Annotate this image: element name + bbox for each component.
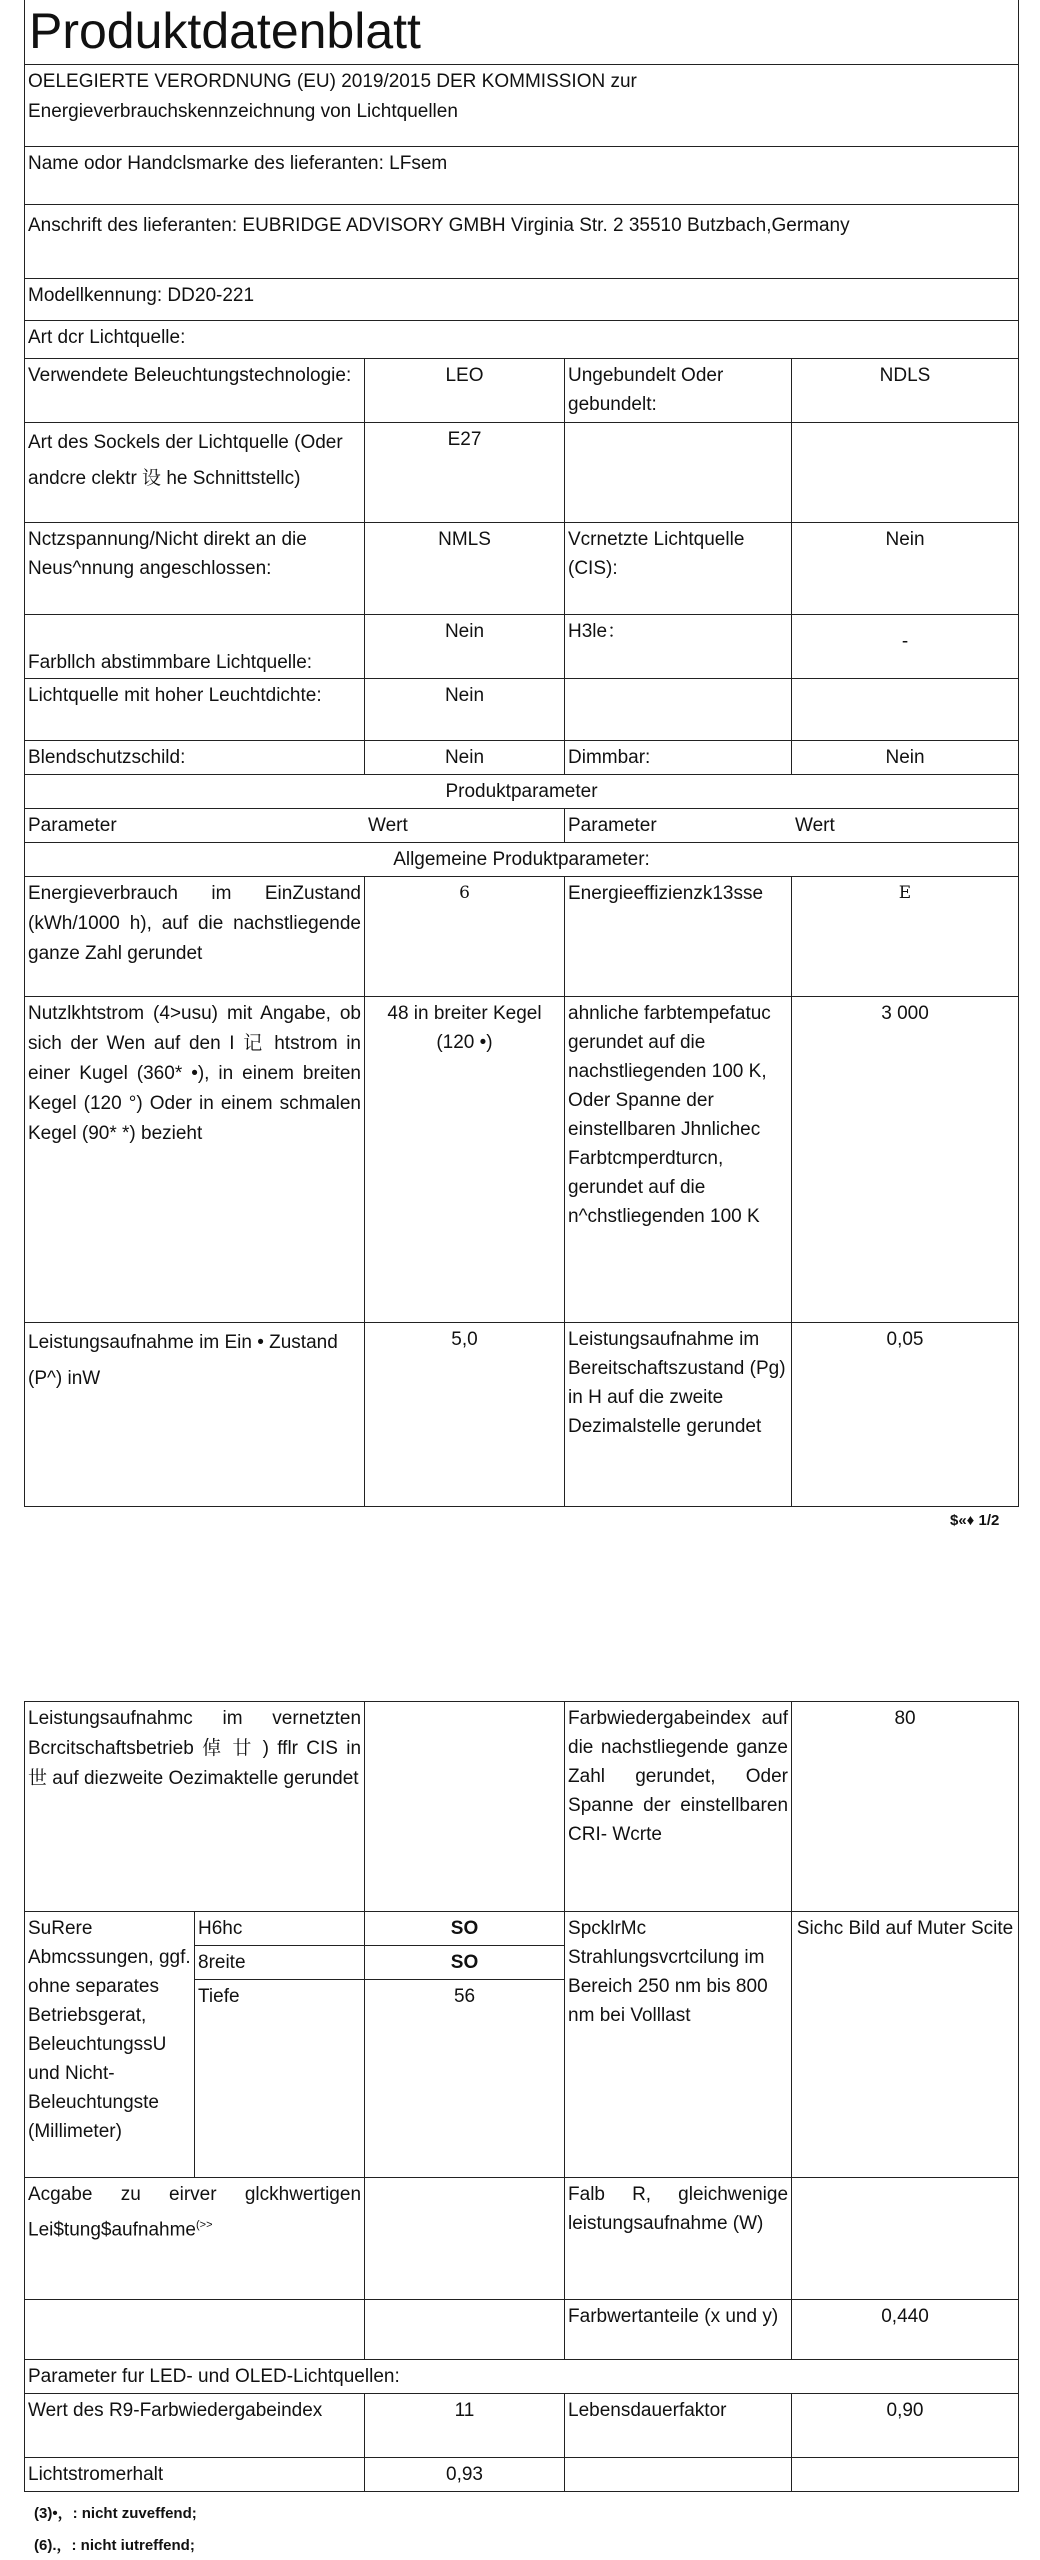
- param-row: Leistungsaufnahmc im vernetzten Bcrcitschaftsbetrieb 倬 廿 ) fflr CIS in 世 auf diezweite Oezimaktelle gerundet Farbwiedergabeindex auf die nachstliegende ganze Zahl gerundet, Oder Spanne der einstellbaren CRI- Wcrte 80: [25, 1702, 1019, 1912]
- page-number: $«♦ 1/2: [950, 1512, 1000, 1529]
- param-row: Lichtstromerhalt 0,93: [25, 2458, 1019, 2492]
- regulation-text: OELEGIERTE VERORDNUNG (EU) 2019/2015 DER KOMMISSION zur Energieverbrauchskennzeichnung von Lichtquellen: [25, 65, 1019, 147]
- led-parameters-heading: Parameter fur LED- und OLED-Lichtquellen:: [25, 2360, 1019, 2394]
- type-row: Verwendete Beleuchtungstechnologie: LEO Ungebundelt Oder gebundelt: NDLS: [25, 359, 1019, 423]
- type-row: Art des Sockels der Lichtquelle (Oder andcre clektr 设 he Schnittstellc) E27: [25, 423, 1019, 523]
- param-row: Acgabe zu eirver glckhwertigen Lei$tung$aufnahme(>> Falb R, gleichwenige leistungsaufnahme (W): [25, 2178, 1019, 2300]
- supplier-address: Anschrift des lieferanten: EUBRIDGE ADVISORY GMBH Virginia Str. 2 35510 Butzbach,Germany: [25, 205, 1019, 279]
- page-1: [24, 0, 1018, 1507]
- footnote: (3)•，: nicht zuveffend;: [34, 2505, 197, 2522]
- type-row: Farbllch abstimmbare Lichtquelle: Nein H3le： -: [25, 615, 1019, 679]
- light-source-type-heading: Art dcr Lichtquelle:: [25, 321, 1019, 359]
- param-row: Farbwertanteile (x und y) 0,440: [25, 2300, 1019, 2360]
- datasheet-table-2: [24, 1701, 1019, 2492]
- param-row: Leistungsaufnahme im Ein • Zustand (P^) inW 5,0 Leistungsaufnahme im Bereitschaftszustand (Pg) in H auf die zweite Dezimalstelle gerundet 0,05: [25, 1323, 1019, 1507]
- type-row: Nctzspannung/Nicht direkt an die Neus^nnung angeschlossen: NMLS Vcrnetzte Lichtquelle (CIS): Nein: [25, 523, 1019, 615]
- column-header-row: Parameter Wert Parameter Wert: [25, 809, 1019, 843]
- page-title: Produktdatenblatt: [25, 0, 1019, 65]
- dimensions-label: SuRere Abmcssungen, ggf. ohne separates Betriebsgerat, BeleuchtungssU und Nicht-Beleuchtungste (Millimeter): [25, 1912, 195, 2178]
- supplier-name: Name odor Handclsmarke des lieferanten: LFsem: [25, 147, 1019, 205]
- dimension-row: 8reite SO: [25, 1946, 1019, 1980]
- param-row: Wert des R9-Farbwiedergabeindex 11 Lebensdauerfaktor 0,90: [25, 2394, 1019, 2458]
- dimension-row: SuRere Abmcssungen, ggf. ohne separates Betriebsgerat, BeleuchtungssU und Nicht-Beleuchtungste (Millimeter) H6hc SO SpcklrMc Strahlungsvcrtcilung im Bereich 250 nm bis 800 nm bei Volllast Sichc Bild auf Muter Scite: [25, 1912, 1019, 1946]
- datasheet-table-1: [24, 0, 1019, 1507]
- product-parameters-heading: Produktparameter: [25, 775, 1019, 809]
- model-id: Modellkennung: DD20-221: [25, 279, 1019, 321]
- general-parameters-heading: Allgemeine Produktparameter:: [25, 843, 1019, 877]
- param-row: Energieverbrauch im EinZustand (kWh/1000 h), auf die nachstliegende ganze Zahl gerundet 6 Energieeffizienzk13sse E: [25, 877, 1019, 997]
- param-row: Nutzlkhtstrom (4>usu) mit Angabe, ob sich der Wen auf den I 记 htstrom in einer Kugel (360* •), in einem breiten Kegel (120 °) Oder in einem schmalen Kegel (90* *) bezieht 48 in breiter Kegel (120 •) ahnliche farbtempefatuc gerundet auf die nachstliegenden 100 K, Oder Spanne der einstellbaren Jhnlichec Farbtcmperdturcn, gerundet auf die n^chstliegenden 100 K 3 000: [25, 997, 1019, 1323]
- type-row: Lichtquelle mit hoher Leuchtdichte: Nein: [25, 679, 1019, 741]
- footnote: (6).，: nicht iutreffend;: [34, 2537, 195, 2554]
- page-2: [24, 1701, 1018, 2492]
- type-row: Blendschutzschild: Nein Dimmbar: Nein: [25, 741, 1019, 775]
- dimension-row: Tiefe 56: [25, 1980, 1019, 2178]
